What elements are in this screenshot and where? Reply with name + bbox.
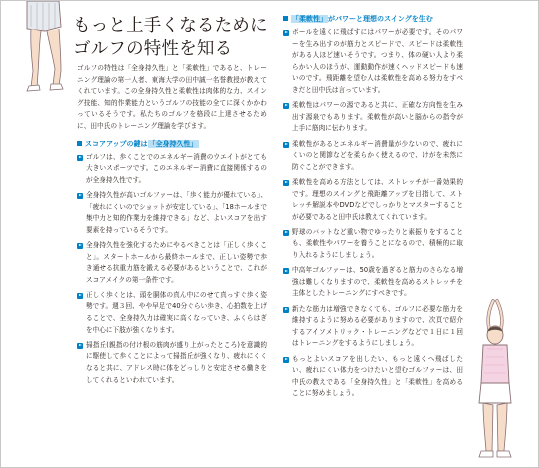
paragraph-text: ボールを遠くに飛ばすにはパワーが必要です。そのパワーを生み出すのが筋力とスピードで、スピードは柔軟性がある人ほど速いそうです。つまり、体の硬い人より柔らかい人のほうが、運動動作が速くヘッドスピードも速いのです。飛距離を望む人は柔軟性を高める努力をすべきだと田中氏は言っています。 <box>292 28 463 94</box>
right-column <box>283 11 463 404</box>
section2-paragraph <box>283 354 463 400</box>
paragraph-text: 掃指丘(親指の付け根の筋肉が盛り上がったところ)を意識的に駆使して歩くことによって掃指丘が強くなり、疲れにくくなると共に、アドレス時に体をどっしりと安定させる働きをしてくれるといわれています。 <box>86 340 267 384</box>
arrow-bullet-icon <box>283 103 289 109</box>
title-line-2: ゴルフの特性を知る <box>73 39 233 59</box>
section1-paragraph <box>77 290 267 336</box>
intro-paragraph: ゴルフの特性は「全身持久性」と「柔軟性」であると、トレーニング理論の第一人者、東海大学の田中誠一名誉教授が教えてくれています。この全身持久性と柔軟性は肉体的な力、スイング技能、知的作業能力というゴルフの技能の全てに深くかかわっているそうです。私たちのゴルフを格段に上達させるために、田中氏のトレーニング理論を学びます。 <box>77 64 267 130</box>
paragraph-text: ゴルフは、歩くことでのエネルギー消費のウエイトがとても大きいスポーツです。このエネルギー消費に直接関係するのが全身持久性です。 <box>86 152 267 184</box>
section2-paragraph <box>283 177 463 223</box>
square-bullet-icon <box>77 141 82 146</box>
paragraph-text: もっとよいスコアを出したい、もっと遠くへ飛ばしたい、疲れにくい体力をつけたいと望むゴルファーは、田中氏の教えである「全身持久性」と「柔軟性」を高めることに努めましょう。 <box>292 354 463 398</box>
paragraph-text: 野球のバットなど重い物でゆったりと素振りをすることも、柔軟性やパワーを養うことになるので、積極的に取り入れるようにしましょう。 <box>292 227 463 260</box>
section-heading-suffix: がパワーと理想のスイングを生む <box>328 15 433 23</box>
arrow-bullet-icon <box>283 357 289 363</box>
section-heading-endurance <box>77 139 267 150</box>
golfer-legs-illustration <box>15 1 75 93</box>
arrow-bullet-icon <box>77 155 83 161</box>
arrow-bullet-icon <box>283 30 289 36</box>
section-heading-highlight: 「柔軟性」 <box>292 15 327 23</box>
section2-paragraph <box>283 227 463 262</box>
paragraph-text: 全身持久性が高いゴルファーは、「歩く能力が優れている」、「疲れにくいのでショットが安定している」、「18ホールまで集中力と知的作業力を維持できる」など、よいスコアを出す要素を持っているそうです。 <box>86 190 268 234</box>
stretching-golfer-illustration <box>453 299 535 465</box>
arrow-bullet-icon <box>77 193 83 199</box>
section1-paragraph <box>77 340 267 386</box>
arrow-bullet-icon <box>283 230 289 236</box>
arrow-bullet-icon <box>77 293 83 299</box>
square-bullet-icon <box>283 16 288 21</box>
section-heading-flexibility <box>283 14 463 25</box>
left-column <box>77 63 267 390</box>
paragraph-text: 柔軟性を高める方法としては、ストレッチが一番効果的です。理想のスイングと飛距離アップを目指して、ストレッチ解説本やDVDなどでしっかりとマスターすることが必要であると田中氏は教えてくれています。 <box>292 177 463 221</box>
section2-paragraph <box>283 265 463 300</box>
arrow-bullet-icon <box>283 142 289 148</box>
section2-paragraph <box>283 304 463 350</box>
article-title <box>73 15 268 61</box>
arrow-bullet-icon <box>77 343 83 349</box>
paragraph-text: 中高年ゴルファーは、50歳を過ぎると筋力のさらなる増強は難しくなりますので、柔軟性を高めるストレッチを主体としたトレーニングにすべきです。 <box>292 266 463 298</box>
paragraph-text: 全身持久性を強化するためにやるべきことは「正しく歩くこと」。スタートホールから最終ホールまで、正しい姿勢で歩き通せる抗重力筋を鍛える必要があるということで、これがスコアメイクの第一条件です。 <box>86 240 267 284</box>
section1-paragraph <box>77 190 267 236</box>
arrow-bullet-icon <box>283 180 289 186</box>
paragraph-text: 新たな筋力は増強できなくても、ゴルフに必要な筋力を維持するように努める必要がありますので、次頁で紹介するアイソメトリック・トレーニングなどで１日に１回はトレーニングをするようにしましょう。 <box>292 304 463 348</box>
arrow-bullet-icon <box>283 268 289 274</box>
section2-paragraph <box>283 100 463 135</box>
section-heading-highlight: 「全身持久性」 <box>148 139 198 148</box>
paragraph-text: 柔軟性があるとエネルギー消費量が少ないので、疲れにくいのと関節などを柔らかく使えるので、けがを未然に防ぐことができます。 <box>292 139 463 171</box>
paragraph-text: 正しく歩くとは、頭を胴体の真ん中にのせて真っすぐ歩く姿勢です。週３回、やや早足で40分ぐらい歩き、心拍数を上げることで、全身持久力は確実に高くなっていき、ふくらはぎを中心に下肢が強くなります。 <box>86 290 267 334</box>
section1-paragraph <box>77 240 267 286</box>
section1-paragraph <box>77 152 267 187</box>
section-heading-prefix: スコアアップの鍵は <box>85 139 148 148</box>
paragraph-text: 柔軟性はパワーの源であると共に、正確な方向性を生み出す源泉でもあります。柔軟性が高いと脳からの指令が上手に筋肉に伝わります。 <box>292 101 463 133</box>
section2-paragraph <box>283 139 463 174</box>
arrow-bullet-icon <box>283 307 289 313</box>
section2-paragraph <box>283 27 463 97</box>
title-line-1: もっと上手くなるために <box>73 16 268 36</box>
arrow-bullet-icon <box>77 243 83 249</box>
